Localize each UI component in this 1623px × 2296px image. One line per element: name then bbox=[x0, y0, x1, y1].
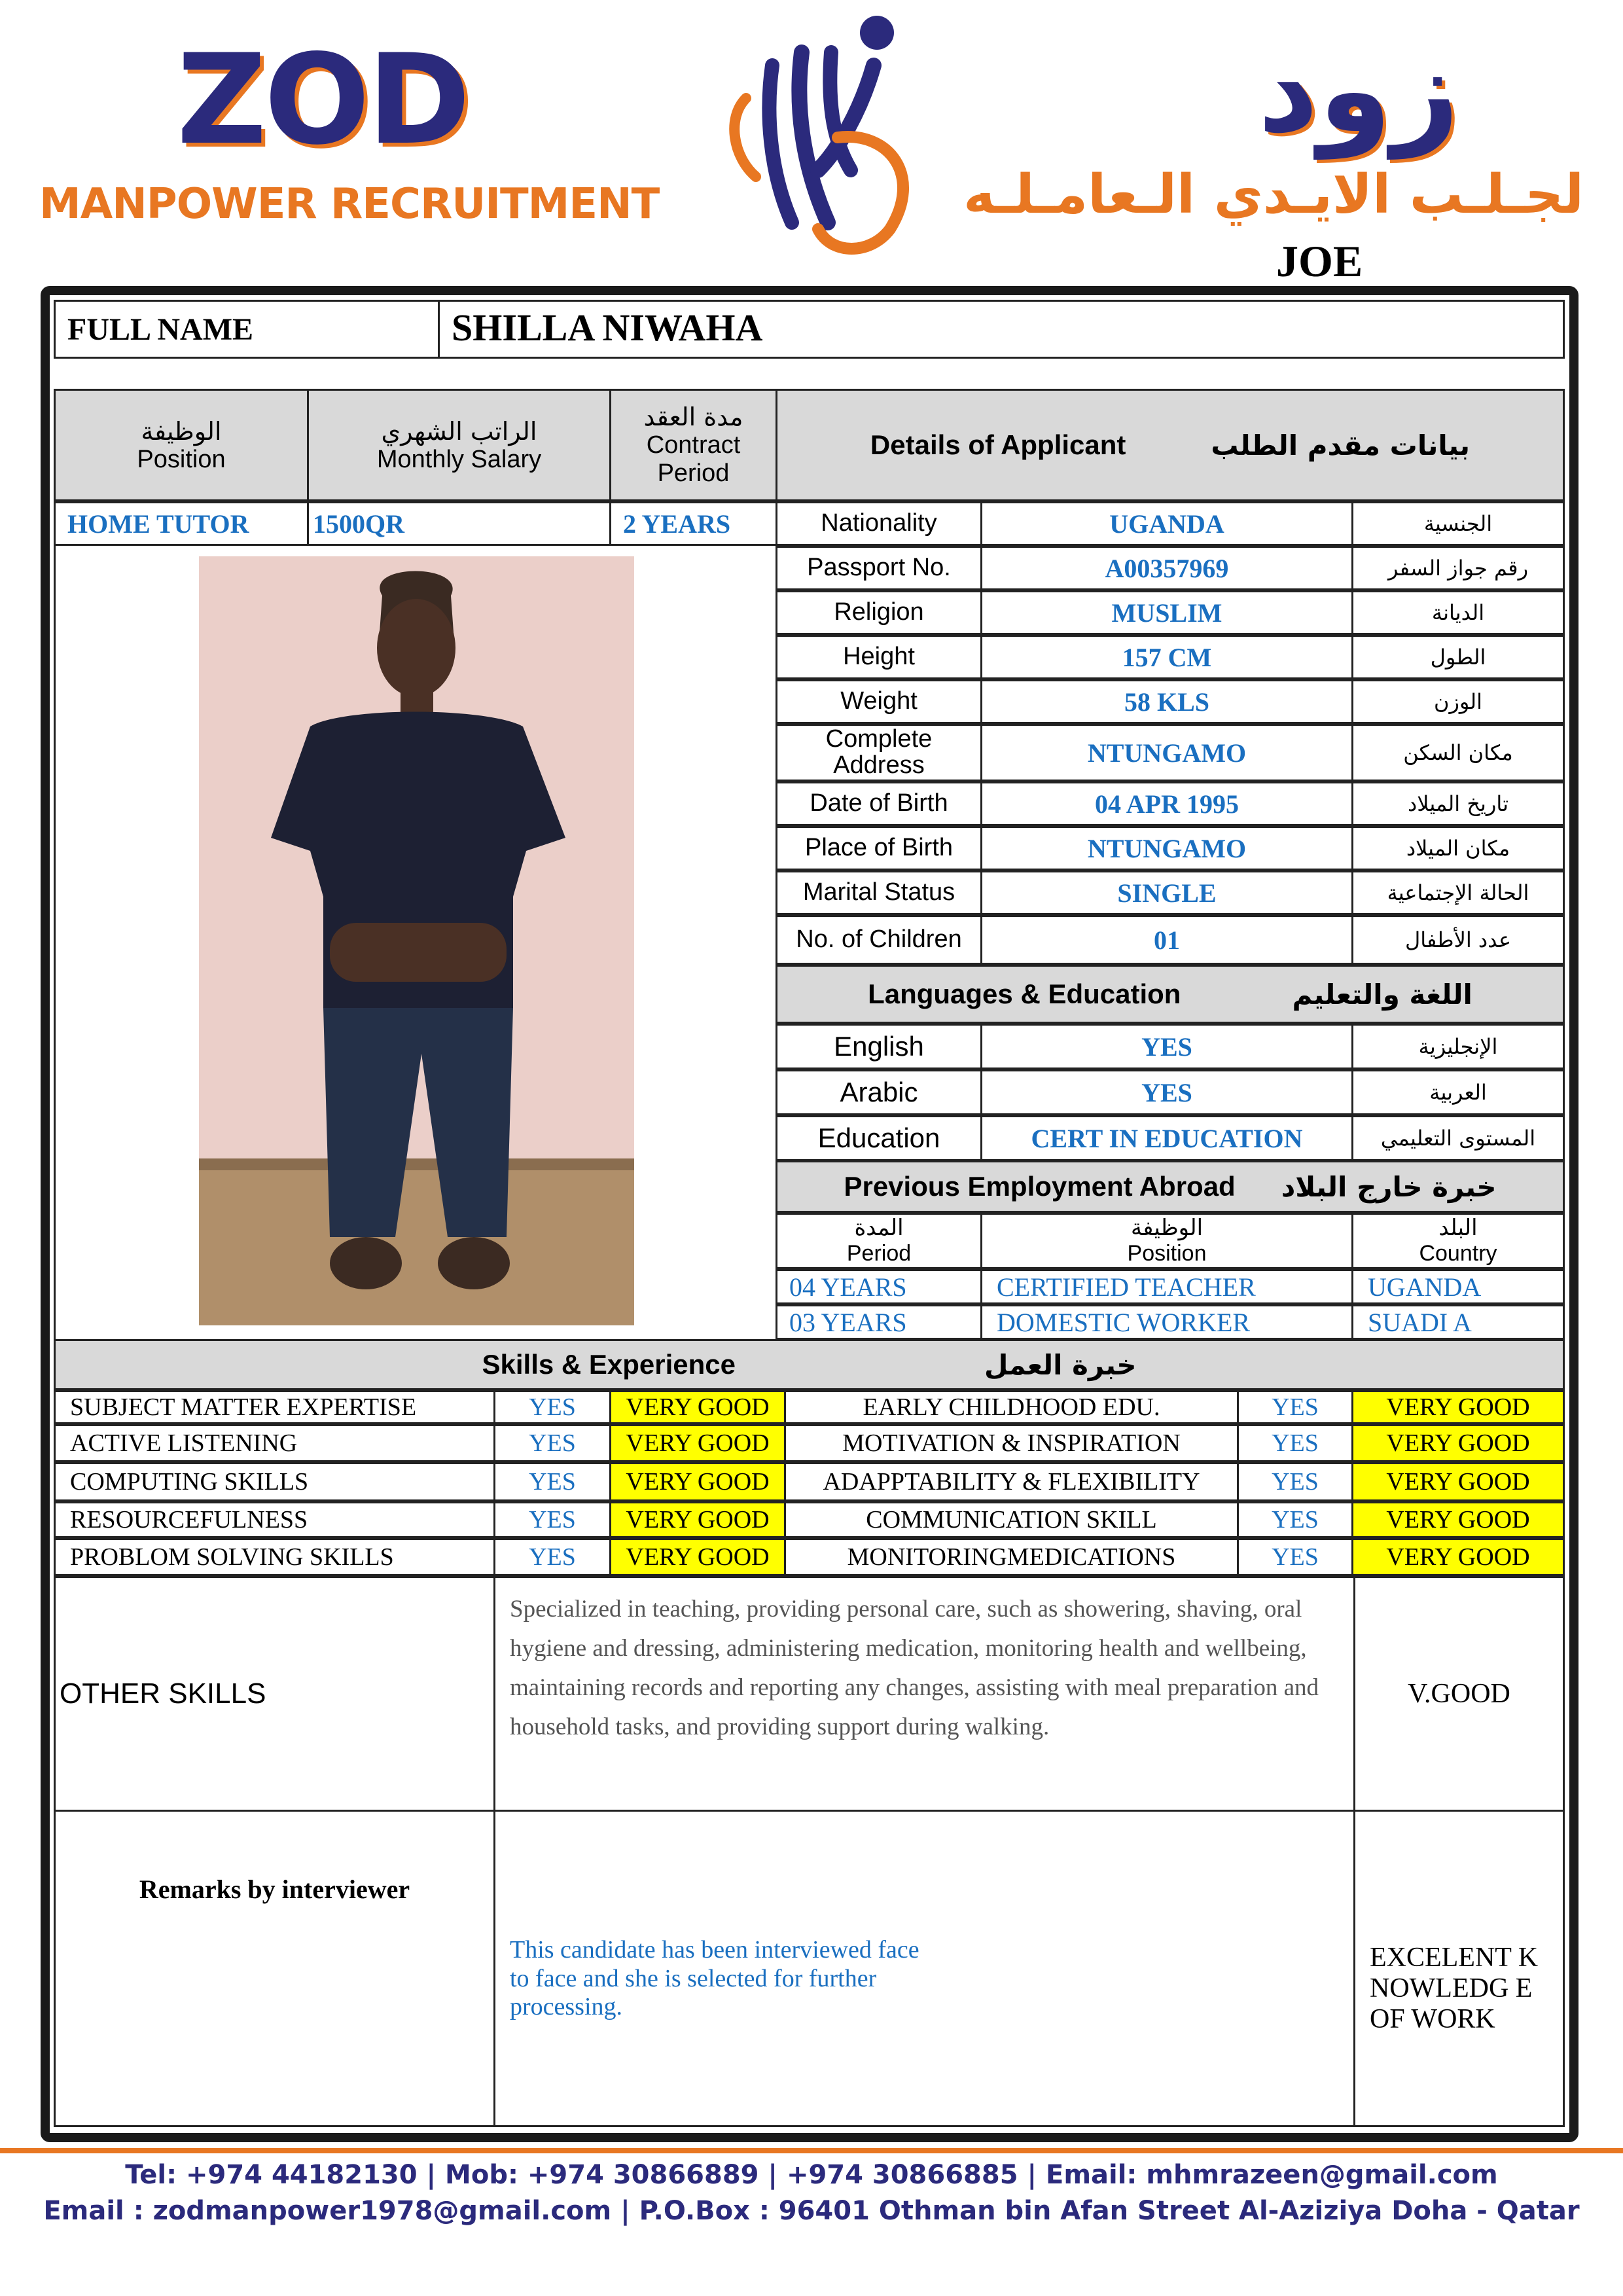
language-label: Education bbox=[776, 1115, 982, 1161]
skill-level: VERY GOOD bbox=[1351, 1424, 1565, 1462]
employment-period-ar: المدة bbox=[854, 1214, 904, 1241]
skill-name: RESOURCEFULNESS bbox=[54, 1501, 495, 1538]
skill-level: VERY GOOD bbox=[609, 1501, 786, 1538]
logo-subtitle-ar: لجـلـب الايـدي الـعامـلـه bbox=[963, 164, 1584, 226]
employment-heading bbox=[776, 1160, 1565, 1213]
skill-name: COMMUNICATION SKILL bbox=[784, 1501, 1239, 1538]
position-header bbox=[54, 389, 309, 501]
logo-text-en: ZOD bbox=[177, 27, 469, 172]
contract-header-en: Contract Period bbox=[646, 431, 741, 487]
detail-value: 04 APR 1995 bbox=[980, 781, 1353, 826]
skill-yes: YES bbox=[493, 1538, 611, 1576]
detail-value: 58 KLS bbox=[980, 679, 1353, 724]
language-label-ar: الإنجليزية bbox=[1351, 1024, 1565, 1069]
footer-divider bbox=[0, 2148, 1623, 2153]
skill-level: VERY GOOD bbox=[609, 1462, 786, 1501]
detail-label: Religion bbox=[776, 590, 982, 635]
skill-level: VERY GOOD bbox=[1351, 1501, 1565, 1538]
skill-yes: YES bbox=[493, 1501, 611, 1538]
position-header-en: Position bbox=[137, 445, 226, 473]
skill-level: VERY GOOD bbox=[1351, 1390, 1565, 1424]
remarks-text-cell bbox=[493, 1810, 1355, 2127]
detail-label: Complete Address bbox=[776, 724, 982, 781]
detail-value: A00357969 bbox=[980, 546, 1353, 590]
skill-yes: YES bbox=[493, 1462, 611, 1501]
skills-heading-en: Skills & Experience bbox=[482, 1349, 736, 1380]
contract-value: 2 YEARS bbox=[609, 501, 777, 546]
employment-period: 03 YEARS bbox=[776, 1304, 982, 1340]
languages-heading bbox=[776, 965, 1565, 1024]
detail-label: Height bbox=[776, 635, 982, 679]
skill-name: MOTIVATION & INSPIRATION bbox=[784, 1424, 1239, 1462]
salary-header-en: Monthly Salary bbox=[376, 445, 542, 473]
detail-label-ar: رقم جواز السفر bbox=[1351, 546, 1565, 590]
detail-value: UGANDA bbox=[980, 501, 1353, 546]
skill-name: MONITORINGMEDICATIONS bbox=[784, 1538, 1239, 1576]
remarks-rating-cell bbox=[1353, 1810, 1565, 2127]
employment-position-header bbox=[980, 1213, 1353, 1269]
employment-country-ar: البلد bbox=[1438, 1214, 1478, 1241]
detail-label: Marital Status bbox=[776, 870, 982, 915]
applicant-photo bbox=[199, 556, 634, 1325]
other-skills-label: OTHER SKILLS bbox=[54, 1576, 495, 1812]
salary-header-ar: الراتب الشهري bbox=[381, 416, 537, 446]
detail-label: Weight bbox=[776, 679, 982, 724]
detail-label-ar: الديانة bbox=[1351, 590, 1565, 635]
employment-position: CERTIFIED TEACHER bbox=[980, 1269, 1353, 1304]
contract-header-ar: مدة العقد bbox=[643, 403, 743, 431]
photo-border-left bbox=[54, 546, 56, 1340]
details-heading-en: Details of Applicant bbox=[870, 429, 1126, 460]
logo-subtitle-en: MANPOWER RECRUITMENT bbox=[39, 180, 660, 228]
language-label: English bbox=[776, 1024, 982, 1069]
contract-header bbox=[609, 389, 777, 501]
detail-value: MUSLIM bbox=[980, 590, 1353, 635]
remarks-rating: EXCELENT KNOWLEDG E OF WORK bbox=[1370, 1943, 1539, 2035]
skill-name: COMPUTING SKILLS bbox=[54, 1462, 495, 1501]
employment-country: SUADI A bbox=[1351, 1304, 1565, 1340]
detail-label-ar: الطول bbox=[1351, 635, 1565, 679]
position-header-ar: الوظيفة bbox=[141, 416, 222, 446]
detail-label-ar: تاريخ الميلاد bbox=[1351, 781, 1565, 826]
skill-level: VERY GOOD bbox=[1351, 1538, 1565, 1576]
skill-level: VERY GOOD bbox=[1351, 1462, 1565, 1501]
skill-yes: YES bbox=[493, 1424, 611, 1462]
skills-heading bbox=[54, 1339, 1565, 1390]
agent-code: JOE bbox=[1276, 236, 1363, 286]
language-label-ar: العربية bbox=[1351, 1069, 1565, 1115]
detail-label-ar: الوزن bbox=[1351, 679, 1565, 724]
detail-label: Place of Birth bbox=[776, 826, 982, 870]
language-value: CERT IN EDUCATION bbox=[980, 1115, 1353, 1161]
salary-header bbox=[307, 389, 611, 501]
detail-label: Nationality bbox=[776, 501, 982, 546]
languages-heading-en: Languages & Education bbox=[868, 978, 1181, 1009]
employment-period-en: Period bbox=[846, 1241, 912, 1266]
employment-position-en: Position bbox=[1127, 1241, 1207, 1266]
skill-yes: YES bbox=[1237, 1501, 1353, 1538]
employment-period: 04 YEARS bbox=[776, 1269, 982, 1304]
languages-heading-ar: اللغة والتعليم bbox=[1292, 978, 1472, 1011]
detail-value: 157 CM bbox=[980, 635, 1353, 679]
skill-level: VERY GOOD bbox=[609, 1538, 786, 1576]
salary-value: 1500QR bbox=[307, 501, 611, 546]
footer-address-line: Email : zodmanpower1978@gmail.com | P.O.Box : 96401 Othman bin Afan Street Al-Aziziya Doha - Qatar bbox=[43, 2196, 1580, 2226]
detail-label-ar: عدد الأطفال bbox=[1351, 915, 1565, 965]
language-label-ar: المستوى التعليمي bbox=[1351, 1115, 1565, 1161]
employment-position: DOMESTIC WORKER bbox=[980, 1304, 1353, 1340]
skill-level: VERY GOOD bbox=[609, 1424, 786, 1462]
employment-position-ar: الوظيفة bbox=[1130, 1214, 1204, 1241]
employment-country-header bbox=[1351, 1213, 1565, 1269]
skill-name: EARLY CHILDHOOD EDU. bbox=[784, 1390, 1239, 1424]
employment-country: UGANDA bbox=[1351, 1269, 1565, 1304]
position-value: HOME TUTOR bbox=[54, 501, 309, 546]
footer-contact-line: Tel: +974 44182130 | Mob: +974 30866889 | +974 30866885 | Email: mhmrazeen@gmail.com bbox=[125, 2160, 1498, 2190]
language-value: YES bbox=[980, 1069, 1353, 1115]
skill-yes: YES bbox=[1237, 1390, 1353, 1424]
remarks-label: Remarks by interviewer bbox=[54, 1810, 495, 2127]
employment-heading-en: Previous Employment Abroad bbox=[844, 1171, 1236, 1202]
language-value: YES bbox=[980, 1024, 1353, 1069]
details-heading-ar: بيانات مقدم الطلب bbox=[1211, 429, 1471, 461]
employment-country-en: Country bbox=[1419, 1241, 1497, 1266]
company-logo-mark bbox=[720, 7, 936, 262]
details-heading bbox=[776, 389, 1565, 501]
detail-value: NTUNGAMO bbox=[980, 724, 1353, 781]
skill-name: SUBJECT MATTER EXPERTISE bbox=[54, 1390, 495, 1424]
skills-heading-ar: خبرة العمل bbox=[984, 1348, 1137, 1381]
logo-text-ar: زود bbox=[1258, 22, 1459, 159]
detail-value: NTUNGAMO bbox=[980, 826, 1353, 870]
detail-label-ar: الحالة الإجتماعية bbox=[1351, 870, 1565, 915]
detail-label-ar: الجنسية bbox=[1351, 501, 1565, 546]
skill-yes: YES bbox=[493, 1390, 611, 1424]
detail-label: Passport No. bbox=[776, 546, 982, 590]
skill-yes: YES bbox=[1237, 1462, 1353, 1501]
employment-heading-ar: خبرة خارج البلاد bbox=[1281, 1170, 1497, 1203]
skill-yes: YES bbox=[1237, 1538, 1353, 1576]
skill-name: ACTIVE LISTENING bbox=[54, 1424, 495, 1462]
skill-yes: YES bbox=[1237, 1424, 1353, 1462]
full-name-value: SHILLA NIWAHA bbox=[438, 300, 1565, 359]
employment-period-header bbox=[776, 1213, 982, 1269]
skill-name: ADAPPTABILITY & FLEXIBILITY bbox=[784, 1462, 1239, 1501]
detail-value: 01 bbox=[980, 915, 1353, 965]
detail-label-ar: مكان الميلاد bbox=[1351, 826, 1565, 870]
skill-name: PROBLOM SOLVING SKILLS bbox=[54, 1538, 495, 1576]
language-label: Arabic bbox=[776, 1069, 982, 1115]
skill-level: VERY GOOD bbox=[609, 1390, 786, 1424]
detail-label: Date of Birth bbox=[776, 781, 982, 826]
detail-label: No. of Children bbox=[776, 915, 982, 965]
other-skills-text: Specialized in teaching, providing personal care, such as showering, shaving, oral hygiene and dressing, administering medication, monitoring health and wellbeing, maintaining records and reporting any changes, assisting with meal preparation and household tasks, and providing support during walking. bbox=[493, 1576, 1355, 1812]
detail-label-ar: مكان السكن bbox=[1351, 724, 1565, 781]
other-skills-rating: V.GOOD bbox=[1353, 1576, 1565, 1812]
remarks-text: This candidate has been interviewed face to face and she is selected for further processing. bbox=[510, 1936, 919, 2021]
detail-value: SINGLE bbox=[980, 870, 1353, 915]
full-name-label: FULL NAME bbox=[54, 300, 440, 359]
